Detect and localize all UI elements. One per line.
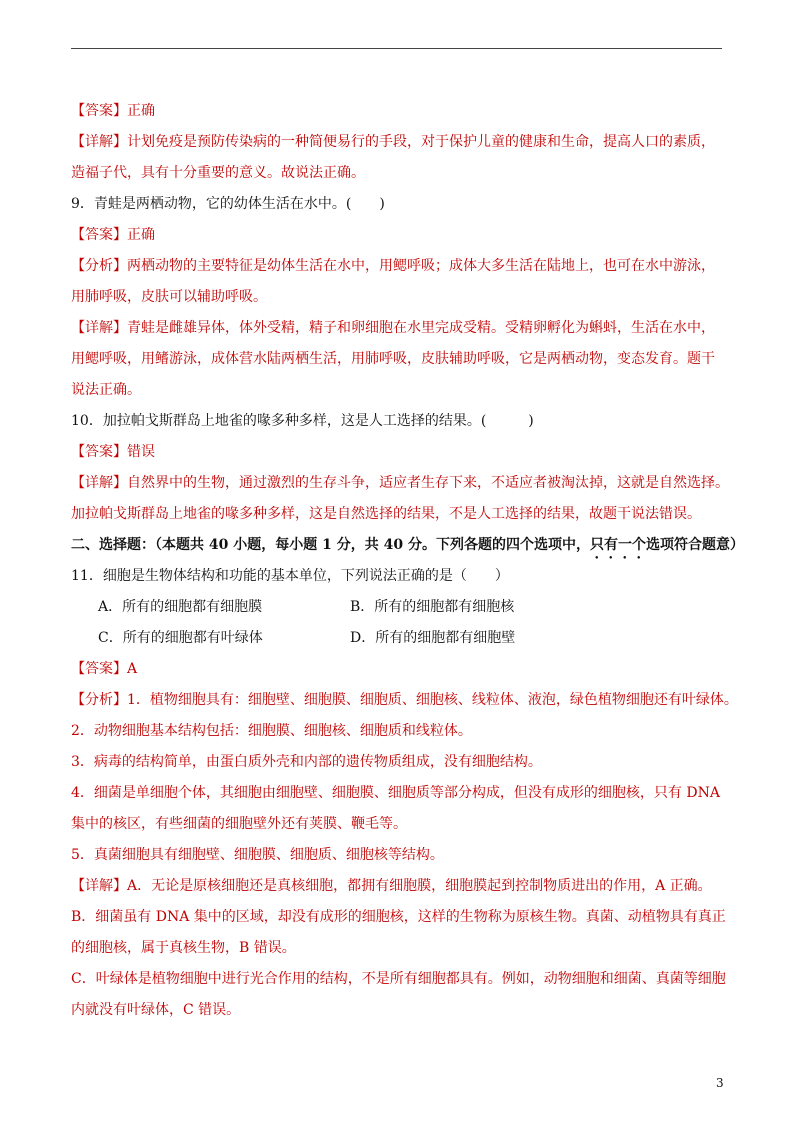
q11-question: 11．细胞是生物体结构和功能的基本单位，下列说法正确的是（ ） <box>71 568 509 584</box>
q9-detail-cont-1: 用鳃呼吸，用鳍游泳，成体营水陆两栖生活，用肺呼吸，皮肤辅助呼吸，它是两栖动物，变态发育。题干 <box>71 351 715 367</box>
q9-answer: 【答案】正确 <box>71 227 155 243</box>
q11-detail-c-cont: 内就没有叶绿体，C 错误。 <box>71 1002 241 1018</box>
document-body <box>71 96 744 1026</box>
q11-analysis-2: 2．动物细胞基本结构包括：细胞膜、细胞核、细胞质和线粒体。 <box>71 723 472 739</box>
q9-question: 9．青蛙是两栖动物，它的幼体生活在水中。( ) <box>71 196 385 212</box>
section-heading: 二、选择题：（本题共 40 小题，每小题 1 分，共 40 分。下列各题的四个选项中，只有一个选项符合题意） <box>71 537 744 553</box>
q9-analysis: 【分析】两栖动物的主要特征是幼体生活在水中，用鳃呼吸；成体大多生活在陆地上，也可在水中游泳， <box>71 258 715 274</box>
q11-detail-b: B．细菌虽有 DNA 集中的区域，却没有成形的细胞核，这样的生物称为原核生物。真菌、动植物具有真正 <box>71 909 726 925</box>
option-b: B．所有的细胞都有细胞核 <box>350 599 515 615</box>
q10-answer: 【答案】错误 <box>71 444 155 460</box>
q9-detail: 【详解】青蛙是雌雄异体，体外受精，精子和卵细胞在水里完成受精。受精卵孵化为蝌蚪，生活在水中， <box>71 320 715 336</box>
q9-analysis-cont: 用肺呼吸，皮肤可以辅助呼吸。 <box>71 289 267 305</box>
option-a: A．所有的细胞都有细胞膜 <box>98 599 263 615</box>
q10-detail: 【详解】自然界中的生物，通过激烈的生存斗争，适应者生存下来，不适应者被淘汰掉，这就是自然选择。 <box>71 475 729 491</box>
q10-detail-cont: 加拉帕戈斯群岛上地雀的喙多种多样，这是自然选择的结果，不是人工选择的结果，故题干说法错误。 <box>71 506 701 522</box>
q9-detail-cont-2: 说法正确。 <box>71 382 141 398</box>
q11-analysis: 【分析】1．植物细胞具有：细胞壁、细胞膜、细胞质、细胞核、线粒体、液泡，绿色植物细胞还有叶绿体。 <box>71 692 738 708</box>
page-number: 3 <box>716 1076 724 1090</box>
option-d: D．所有的细胞都有细胞壁 <box>350 630 516 646</box>
header-rule <box>71 48 722 49</box>
q8-detail: 【详解】计划免疫是预防传染病的一种简便易行的手段，对于保护儿童的健康和生命，提高人口的素质， <box>71 134 715 150</box>
q11-options-row-1 <box>71 592 724 623</box>
q11-detail: 【详解】A．无论是原核细胞还是真核细胞，都拥有细胞膜，细胞膜起到控制物质进出的作用，A 正确。 <box>71 878 712 894</box>
q11-options-row-2 <box>71 623 724 654</box>
q11-detail-b-cont: 的细胞核，属于真核生物，B 错误。 <box>71 940 296 956</box>
q8-detail-cont: 造福子代，具有十分重要的意义。故说法正确。 <box>71 165 365 181</box>
q8-answer: 【答案】正确 <box>71 103 155 119</box>
emphasis-text: 只有一个 <box>589 537 646 553</box>
option-c: C．所有的细胞都有叶绿体 <box>98 630 263 646</box>
q11-answer: 【答案】A <box>71 661 138 677</box>
q11-analysis-5: 5．真菌细胞具有细胞壁、细胞膜、细胞质、细胞核等结构。 <box>71 847 444 863</box>
q11-analysis-4-cont: 集中的核区，有些细菌的细胞壁外还有荚膜、鞭毛等。 <box>71 816 407 832</box>
q11-analysis-4: 4．细菌是单细胞个体，其细胞由细胞壁、细胞膜、细胞质等部分构成，但没有成形的细胞核，只有 DNA <box>71 785 720 801</box>
q11-analysis-3: 3．病毒的结构简单，由蛋白质外壳和内部的遗传物质组成，没有细胞结构。 <box>71 754 542 770</box>
q10-question: 10．加拉帕戈斯群岛上地雀的喙多种多样，这是人工选择的结果。( ) <box>71 413 534 429</box>
q11-detail-c: C．叶绿体是植物细胞中进行光合作用的结构，不是所有细胞都具有。例如，动物细胞和细菌、真菌等细胞 <box>71 971 726 987</box>
